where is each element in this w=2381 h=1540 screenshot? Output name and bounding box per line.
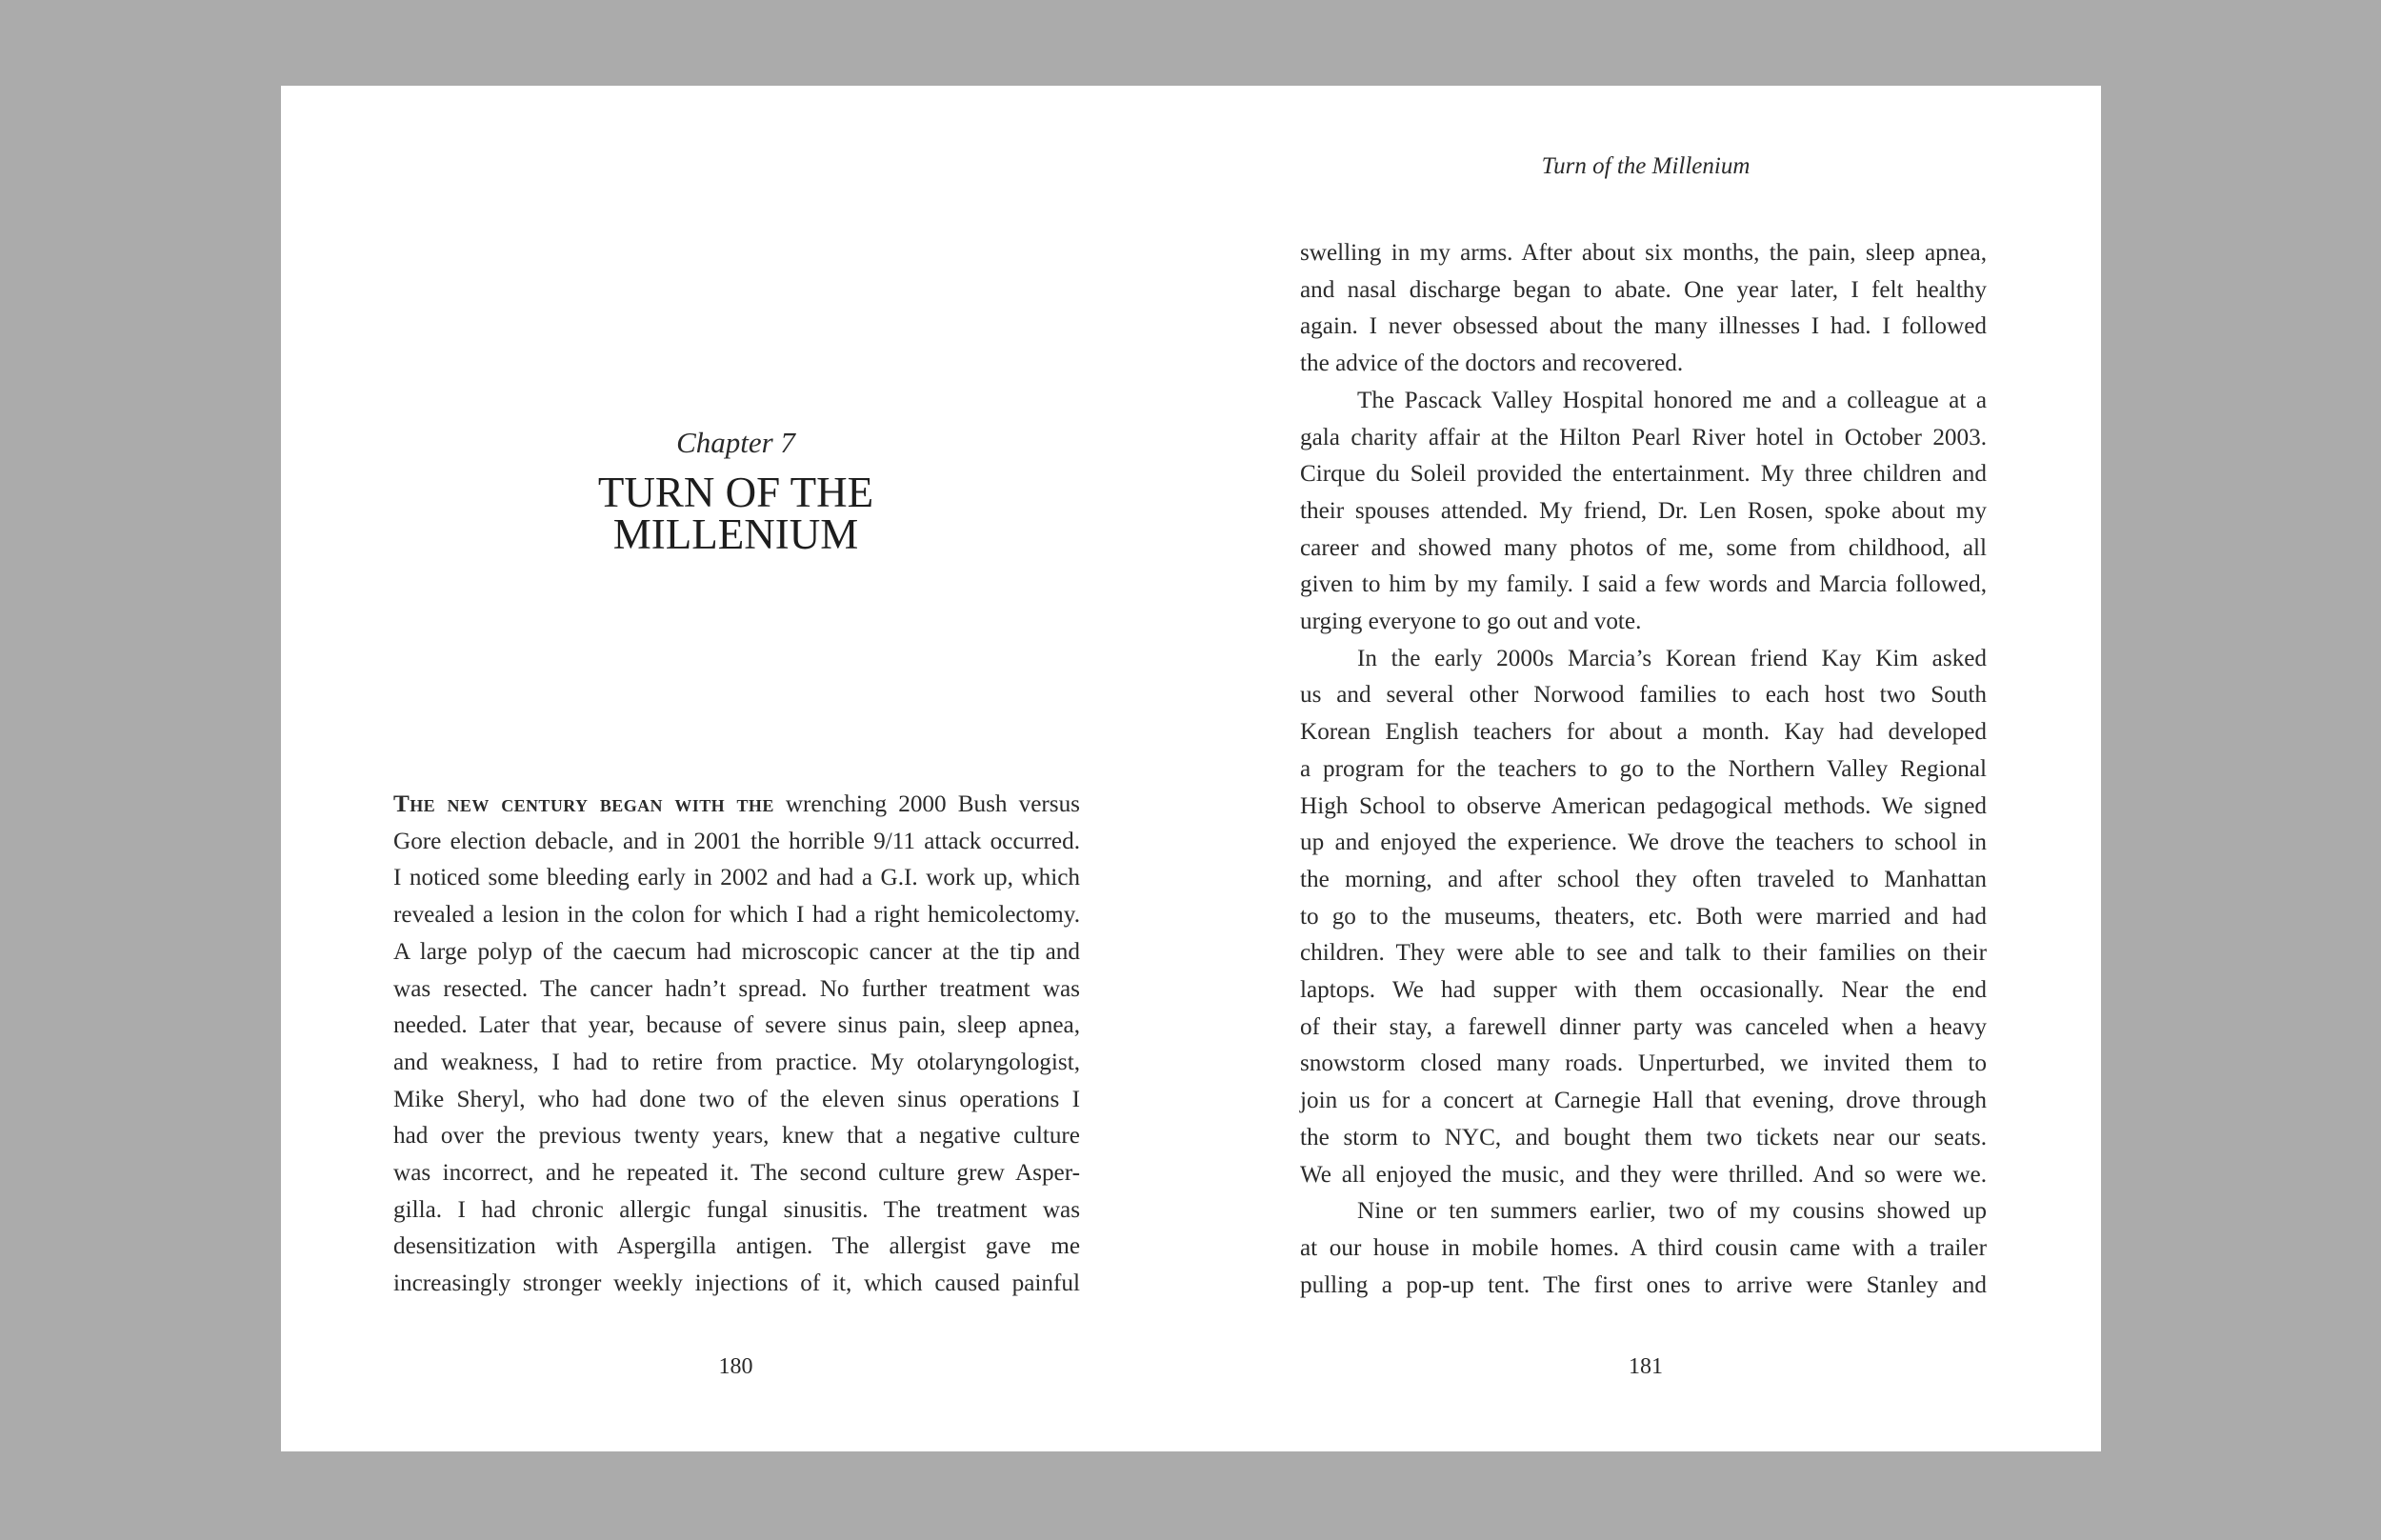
text-line: urging everyone to go out and vote.: [1300, 609, 1642, 635]
text-line: at our house in mobile homes. A third cousin came with a trailer: [1300, 1234, 1987, 1261]
text-line: Cirque du Soleil provided the entertainment. My three children and: [1300, 461, 1987, 488]
text-line: laptops. We had supper with them occasionally. Near the end: [1300, 977, 1987, 1004]
chapter-title-line: MILLENIUM: [612, 510, 859, 558]
text-line: again. I never obsessed about the many illnesses I had. I followed: [1300, 313, 1987, 340]
text-line: Gore election debacle, and in 2001 the horrible 9/11 attack occurred.: [393, 828, 1080, 854]
text-line: the storm to NYC, and bought them two tickets near our seats.: [1300, 1124, 1987, 1150]
text-line: swelling in my arms. After about six months, the pain, sleep apnea,: [1300, 240, 1987, 266]
text-line: gilla. I had chronic allergic fungal sinusitis. The treatment was: [393, 1196, 1080, 1223]
left-body-text: [393, 787, 1080, 1303]
text-line: the morning, and after school they often traveled to Manhattan: [1300, 866, 1987, 892]
text-line: Nine or ten summers earlier, two of my cousins showed up: [1357, 1198, 1987, 1225]
text-line: up and enjoyed the experience. We drove the teachers to school in: [1300, 830, 1987, 856]
text-line: We all enjoyed the music, and they were thrilled. And so were we.: [1300, 1161, 1987, 1188]
text-line: us and several other Norwood families to each host two South: [1300, 682, 1987, 709]
text-line: and weakness, I had to retire from practice. My otolaryngologist,: [393, 1049, 1080, 1075]
running-head: Turn of the Millenium: [1541, 153, 1751, 179]
chapter-label: Chapter 7: [676, 426, 795, 459]
chapter-title: [281, 469, 1190, 558]
text-line: In the early 2000s Marcia’s Korean friend Kay Kim asked: [1357, 645, 1987, 671]
chapter-title-line: TURN OF THE: [597, 469, 874, 516]
text-line-rest: wrenching 2000 Bush versus: [773, 791, 1080, 817]
text-line: was resected. The cancer hadn’t spread. No further treatment was: [393, 975, 1080, 1002]
text-line: their spouses attended. My friend, Dr. Len Rosen, spoke about my: [1300, 497, 1987, 524]
chapter-heading: [281, 424, 1190, 558]
text-line: A large polyp of the caecum had microscopic cancer at the tip and: [393, 938, 1080, 965]
left-page: [281, 86, 1190, 1451]
text-line: pulling a pop-up tent. The first ones to arrive were Stanley and: [1300, 1271, 1987, 1298]
text-line: [393, 787, 1080, 824]
text-line: snowstorm closed many roads. Unperturbed, we invited them to: [1300, 1050, 1987, 1077]
text-line: desensitization with Aspergilla antigen. The allergist gave me: [393, 1233, 1080, 1260]
text-line: increasingly stronger weekly injections of it, which caused painful: [393, 1270, 1080, 1297]
text-line: needed. Later that year, because of severe sinus pain, sleep apnea,: [393, 1012, 1080, 1039]
text-line: Mike Sheryl, who had done two of the eleven sinus operations I: [393, 1086, 1080, 1112]
text-line: given to him by my family. I said a few words and Marcia followed,: [1300, 571, 1987, 598]
text-line: gala charity affair at the Hilton Pearl River hotel in October 2003.: [1300, 424, 1987, 450]
text-line: was incorrect, and he repeated it. The second culture grew Asper-: [393, 1160, 1080, 1187]
text-line: had over the previous twenty years, knew that a negative culture: [393, 1123, 1080, 1150]
text-line: The Pascack Valley Hospital honored me and a colleague at a: [1357, 387, 1987, 413]
text-line: of their stay, a farewell dinner party was canceled when a heavy: [1300, 1013, 1987, 1040]
text-line: I noticed some bleeding early in 2002 and had a G.I. work up, which: [393, 865, 1080, 891]
page-number-right: 181: [1629, 1354, 1663, 1379]
text-line: children. They were able to see and talk to their families on their: [1300, 940, 1987, 967]
text-line: revealed a lesion in the colon for which I had a right hemicolectomy.: [393, 902, 1080, 929]
page-number-left: 180: [718, 1354, 753, 1379]
right-page: [1190, 86, 2101, 1451]
text-line: join us for a concert at Carnegie Hall that evening, drove through: [1300, 1088, 1987, 1114]
text-line: and nasal discharge began to abate. One year later, I felt healthy: [1300, 276, 1987, 303]
book-spread: [281, 86, 2101, 1451]
text-line: career and showed many photos of me, some from childhood, all: [1300, 534, 1987, 561]
text-line: High School to observe American pedagogical methods. We signed: [1300, 792, 1987, 819]
text-line: to go to the museums, theaters, etc. Both were married and had: [1300, 903, 1987, 930]
text-line: a program for the teachers to go to the Northern Valley Regional: [1300, 755, 1987, 782]
right-body-text: [1300, 235, 1987, 1304]
lead-in: The new century began with the: [393, 791, 774, 817]
text-line: Korean English teachers for about a month. Kay had developed: [1300, 719, 1987, 746]
text-line: the advice of the doctors and recovered.: [1300, 350, 1684, 377]
